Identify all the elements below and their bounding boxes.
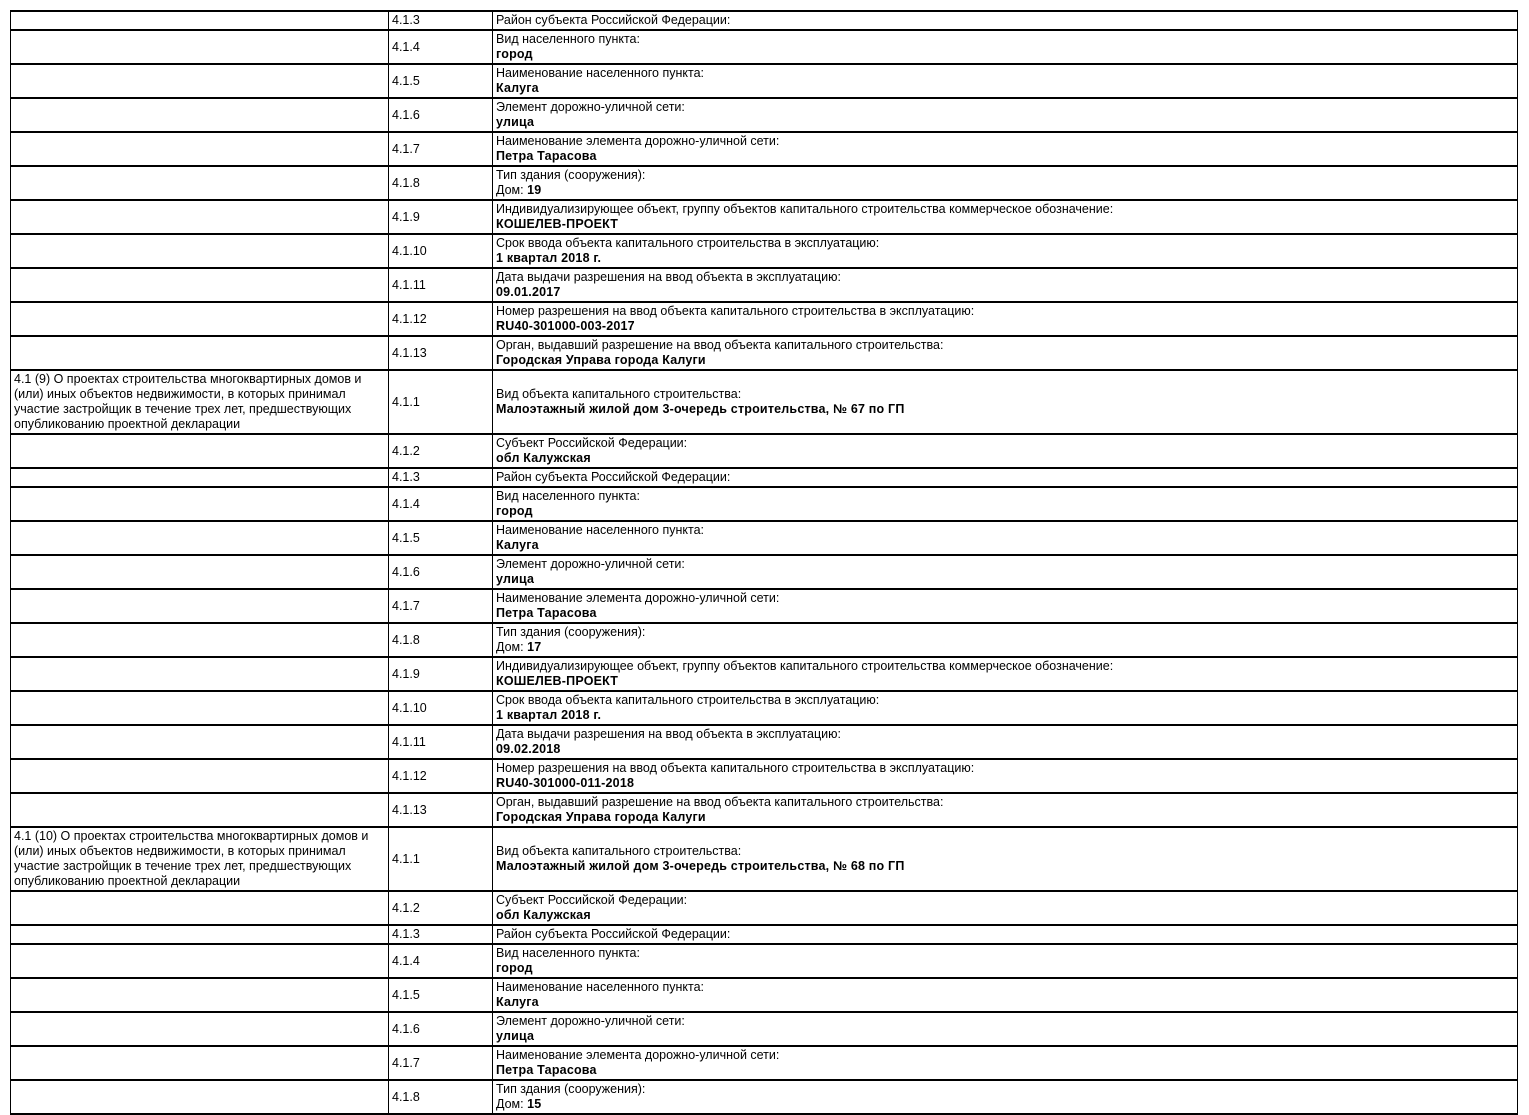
field-value-bold: Калуга (496, 995, 539, 1009)
field-label: Наименование элемента дорожно-уличной сети: (496, 591, 780, 605)
field-label: Орган, выдавший разрешение на ввод объекта капитального строительства: (496, 338, 944, 352)
field-value (496, 908, 1514, 923)
field-label: Индивидуализирующее объект, группу объектов капитального строительства коммерческое обозначение: (496, 202, 1114, 216)
content-cell (493, 589, 1518, 623)
table-row (11, 64, 1518, 98)
field-value (496, 402, 1514, 417)
field-label: Наименование элемента дорожно-уличной сети: (496, 134, 780, 148)
section-cell (11, 925, 389, 944)
item-number-cell (389, 555, 493, 589)
field-value-bold: 15 (527, 1097, 542, 1111)
item-number: 4.1.7 (392, 598, 420, 613)
field-value-bold: Городская Управа города Калуги (496, 353, 706, 367)
content-cell (493, 555, 1518, 589)
field-value-bold: город (496, 961, 533, 975)
field-label: Дата выдачи разрешения на ввод объекта в эксплуатацию: (496, 270, 841, 284)
field-label: Дата выдачи разрешения на ввод объекта в эксплуатацию: (496, 727, 841, 741)
section-cell (11, 336, 389, 370)
section-cell (11, 657, 389, 691)
item-number-cell (389, 268, 493, 302)
section-cell (11, 1080, 389, 1114)
item-number-cell (389, 1046, 493, 1080)
item-number-cell (389, 98, 493, 132)
content-cell (493, 98, 1518, 132)
content-cell (493, 521, 1518, 555)
field-value-bold: обл Калужская (496, 908, 591, 922)
item-number: 4.1.12 (392, 311, 427, 326)
project-declaration-table (10, 10, 1518, 1115)
content-cell (493, 891, 1518, 925)
item-number: 4.1.3 (392, 13, 420, 27)
table-row (11, 925, 1518, 944)
section-cell (11, 487, 389, 521)
item-number-cell (389, 1080, 493, 1114)
field-label: Тип здания (сооружения): (496, 625, 646, 639)
field-value-bold: Малоэтажный жилой дом 3-очередь строительства, № 68 по ГП (496, 859, 905, 873)
field-value-bold: RU40-301000-011-2018 (496, 776, 635, 790)
field-value (496, 183, 1514, 198)
field-value-bold: 17 (527, 640, 542, 654)
field-label: Вид объекта капитального строительства: (496, 844, 742, 858)
field-value (496, 995, 1514, 1010)
item-number-cell (389, 434, 493, 468)
field-value-bold: 09.01.2017 (496, 285, 561, 299)
section-cell (11, 521, 389, 555)
field-value-bold: 1 квартал 2018 г. (496, 708, 602, 722)
field-value-plain: Дом: (496, 640, 528, 654)
section-cell (11, 370, 389, 434)
table-row (11, 468, 1518, 487)
field-value (496, 776, 1514, 791)
field-label: Наименование населенного пункта: (496, 523, 705, 537)
item-number-cell (389, 234, 493, 268)
field-value-bold: КОШЕЛЕВ-ПРОЕКТ (496, 674, 619, 688)
field-label: Номер разрешения на ввод объекта капитального строительства в эксплуатацию: (496, 761, 975, 775)
field-value-bold: RU40-301000-003-2017 (496, 319, 635, 333)
item-number: 4.1.8 (392, 175, 420, 190)
table-row (11, 11, 1518, 30)
field-label: Тип здания (сооружения): (496, 168, 646, 182)
field-value-bold: КОШЕЛЕВ-ПРОЕКТ (496, 217, 619, 231)
item-number: 4.1.5 (392, 73, 420, 88)
item-number-cell (389, 725, 493, 759)
item-number-cell (389, 468, 493, 487)
item-number-cell (389, 759, 493, 793)
table-row (11, 759, 1518, 793)
content-cell (493, 370, 1518, 434)
item-number-cell (389, 1012, 493, 1046)
field-label: Срок ввода объекта капитального строительства в эксплуатацию: (496, 236, 880, 250)
field-value-bold: улица (496, 115, 535, 129)
item-number: 4.1.7 (392, 1055, 420, 1070)
content-cell (493, 132, 1518, 166)
table-row (11, 1080, 1518, 1114)
field-value-bold: Петра Тарасова (496, 606, 597, 620)
item-number: 4.1.6 (392, 107, 420, 122)
section-cell (11, 166, 389, 200)
section-cell (11, 944, 389, 978)
field-value (496, 1097, 1514, 1112)
table-row (11, 132, 1518, 166)
table-row (11, 30, 1518, 64)
field-value (496, 251, 1514, 266)
content-cell (493, 336, 1518, 370)
section-description: 4.1 (10) О проектах строительства многоквартирных домов и (или) иных объектов недвижимости, в которых принимал участие застройщик в течение трех лет, предшествующих опубликованию проектной декларации (14, 829, 369, 888)
content-cell (493, 302, 1518, 336)
content-cell (493, 1080, 1518, 1114)
field-value-bold: город (496, 504, 533, 518)
table-row (11, 234, 1518, 268)
item-number-cell (389, 944, 493, 978)
item-number-cell (389, 589, 493, 623)
field-value (496, 1029, 1514, 1044)
content-cell (493, 691, 1518, 725)
section-cell (11, 1046, 389, 1080)
content-cell (493, 944, 1518, 978)
section-cell (11, 468, 389, 487)
table-row (11, 336, 1518, 370)
item-number: 4.1.4 (392, 39, 420, 54)
item-number: 4.1.9 (392, 666, 420, 681)
content-cell (493, 978, 1518, 1012)
field-label: Район субъекта Российской Федерации: (496, 13, 731, 27)
item-number-cell (389, 657, 493, 691)
table-row (11, 827, 1518, 891)
field-label: Вид объекта капитального строительства: (496, 387, 742, 401)
item-number-cell (389, 336, 493, 370)
content-cell (493, 759, 1518, 793)
field-label: Вид населенного пункта: (496, 946, 640, 960)
item-number: 4.1.6 (392, 564, 420, 579)
item-number: 4.1.5 (392, 530, 420, 545)
table-row (11, 793, 1518, 827)
item-number-cell (389, 302, 493, 336)
field-value-bold: 19 (527, 183, 542, 197)
content-cell (493, 234, 1518, 268)
section-cell (11, 268, 389, 302)
content-cell (493, 487, 1518, 521)
field-value (496, 810, 1514, 825)
item-number-cell (389, 623, 493, 657)
item-number-cell (389, 11, 493, 30)
item-number: 4.1.7 (392, 141, 420, 156)
section-cell (11, 434, 389, 468)
item-number-cell (389, 200, 493, 234)
field-value-bold: Калуга (496, 81, 539, 95)
item-number: 4.1.6 (392, 1021, 420, 1036)
item-number: 4.1.9 (392, 209, 420, 224)
item-number: 4.1.8 (392, 1089, 420, 1104)
field-value-bold: город (496, 47, 533, 61)
item-number-cell (389, 925, 493, 944)
item-number-cell (389, 891, 493, 925)
table-row (11, 623, 1518, 657)
table-row (11, 1046, 1518, 1080)
field-label: Наименование населенного пункта: (496, 980, 705, 994)
content-cell (493, 725, 1518, 759)
item-number: 4.1.2 (392, 900, 420, 915)
item-number: 4.1.11 (392, 277, 426, 292)
content-cell (493, 30, 1518, 64)
content-cell (493, 1012, 1518, 1046)
section-cell (11, 302, 389, 336)
table-row (11, 691, 1518, 725)
item-number: 4.1.1 (392, 394, 420, 409)
field-label: Тип здания (сооружения): (496, 1082, 646, 1096)
field-value (496, 572, 1514, 587)
field-value (496, 708, 1514, 723)
section-cell (11, 589, 389, 623)
field-label: Номер разрешения на ввод объекта капитального строительства в эксплуатацию: (496, 304, 975, 318)
field-label: Элемент дорожно-уличной сети: (496, 100, 685, 114)
field-value-bold: 1 квартал 2018 г. (496, 251, 602, 265)
content-cell (493, 623, 1518, 657)
field-label: Район субъекта Российской Федерации: (496, 470, 731, 484)
content-cell (493, 166, 1518, 200)
field-value (496, 961, 1514, 976)
table-row (11, 978, 1518, 1012)
field-label: Район субъекта Российской Федерации: (496, 927, 731, 941)
section-cell (11, 30, 389, 64)
section-description: 4.1 (9) О проектах строительства многоквартирных домов и (или) иных объектов недвижимости, в которых принимал участие застройщик в течение трех лет, предшествующих опубликованию проектной декларации (14, 372, 362, 431)
table-row (11, 370, 1518, 434)
item-number-cell (389, 166, 493, 200)
item-number-cell (389, 691, 493, 725)
field-value-plain: Дом: (496, 1097, 528, 1111)
field-value (496, 859, 1514, 874)
item-number: 4.1.8 (392, 632, 420, 647)
content-cell (493, 200, 1518, 234)
section-cell (11, 200, 389, 234)
declaration-table-body (11, 11, 1518, 1114)
section-cell (11, 98, 389, 132)
item-number: 4.1.13 (392, 802, 427, 817)
table-row (11, 725, 1518, 759)
table-row (11, 302, 1518, 336)
content-cell (493, 657, 1518, 691)
item-number-cell (389, 487, 493, 521)
item-number-cell (389, 827, 493, 891)
field-value-bold: улица (496, 572, 535, 586)
table-row (11, 268, 1518, 302)
field-value (496, 742, 1514, 757)
item-number-cell (389, 64, 493, 98)
field-value (496, 149, 1514, 164)
field-value (496, 504, 1514, 519)
item-number: 4.1.1 (392, 851, 420, 866)
field-label: Субъект Российской Федерации: (496, 436, 688, 450)
content-cell (493, 11, 1518, 30)
field-label: Срок ввода объекта капитального строительства в эксплуатацию: (496, 693, 880, 707)
section-cell (11, 623, 389, 657)
section-cell (11, 64, 389, 98)
table-row (11, 521, 1518, 555)
item-number: 4.1.3 (392, 927, 420, 941)
item-number: 4.1.4 (392, 953, 420, 968)
field-label: Элемент дорожно-уличной сети: (496, 1014, 685, 1028)
field-value (496, 451, 1514, 466)
field-value (496, 47, 1514, 62)
section-cell (11, 1012, 389, 1046)
item-number: 4.1.5 (392, 987, 420, 1002)
field-value (496, 674, 1514, 689)
item-number-cell (389, 793, 493, 827)
section-cell (11, 132, 389, 166)
field-value (496, 81, 1514, 96)
field-label: Субъект Российской Федерации: (496, 893, 688, 907)
item-number-cell (389, 132, 493, 166)
content-cell (493, 434, 1518, 468)
field-value-bold: Малоэтажный жилой дом 3-очередь строительства, № 67 по ГП (496, 402, 905, 416)
field-label: Элемент дорожно-уличной сети: (496, 557, 685, 571)
field-label: Орган, выдавший разрешение на ввод объекта капитального строительства: (496, 795, 944, 809)
table-row (11, 487, 1518, 521)
item-number: 4.1.12 (392, 768, 427, 783)
field-value (496, 217, 1514, 232)
item-number-cell (389, 978, 493, 1012)
item-number-cell (389, 521, 493, 555)
section-cell (11, 555, 389, 589)
table-row (11, 944, 1518, 978)
field-value (496, 606, 1514, 621)
table-row (11, 555, 1518, 589)
table-row (11, 166, 1518, 200)
field-value (496, 319, 1514, 334)
field-value-bold: Калуга (496, 538, 539, 552)
field-value (496, 1063, 1514, 1078)
content-cell (493, 827, 1518, 891)
table-row (11, 1012, 1518, 1046)
field-value-bold: Петра Тарасова (496, 149, 597, 163)
item-number-cell (389, 30, 493, 64)
field-value-bold: обл Калужская (496, 451, 591, 465)
field-label: Наименование населенного пункта: (496, 66, 705, 80)
section-cell (11, 725, 389, 759)
field-label: Наименование элемента дорожно-уличной сети: (496, 1048, 780, 1062)
content-cell (493, 64, 1518, 98)
content-cell (493, 1046, 1518, 1080)
field-label: Вид населенного пункта: (496, 32, 640, 46)
section-cell (11, 978, 389, 1012)
section-cell (11, 759, 389, 793)
item-number: 4.1.10 (392, 700, 427, 715)
field-value (496, 285, 1514, 300)
table-row (11, 589, 1518, 623)
table-row (11, 434, 1518, 468)
table-row (11, 98, 1518, 132)
field-value-bold: 09.02.2018 (496, 742, 561, 756)
field-value-bold: Петра Тарасова (496, 1063, 597, 1077)
content-cell (493, 268, 1518, 302)
item-number: 4.1.10 (392, 243, 427, 258)
item-number: 4.1.3 (392, 470, 420, 484)
field-value-bold: улица (496, 1029, 535, 1043)
field-value (496, 115, 1514, 130)
content-cell (493, 468, 1518, 487)
field-label: Вид населенного пункта: (496, 489, 640, 503)
item-number: 4.1.4 (392, 496, 420, 511)
section-cell (11, 234, 389, 268)
item-number: 4.1.11 (392, 734, 426, 749)
field-value-bold: Городская Управа города Калуги (496, 810, 706, 824)
field-value (496, 353, 1514, 368)
section-cell (11, 891, 389, 925)
field-value (496, 538, 1514, 553)
table-row (11, 200, 1518, 234)
table-row (11, 657, 1518, 691)
item-number: 4.1.13 (392, 345, 427, 360)
field-value-plain: Дом: (496, 183, 528, 197)
section-cell (11, 11, 389, 30)
section-cell (11, 793, 389, 827)
content-cell (493, 793, 1518, 827)
content-cell (493, 925, 1518, 944)
item-number-cell (389, 370, 493, 434)
section-cell (11, 827, 389, 891)
field-label: Индивидуализирующее объект, группу объектов капитального строительства коммерческое обозначение: (496, 659, 1114, 673)
item-number: 4.1.2 (392, 443, 420, 458)
field-value (496, 640, 1514, 655)
table-row (11, 891, 1518, 925)
section-cell (11, 691, 389, 725)
